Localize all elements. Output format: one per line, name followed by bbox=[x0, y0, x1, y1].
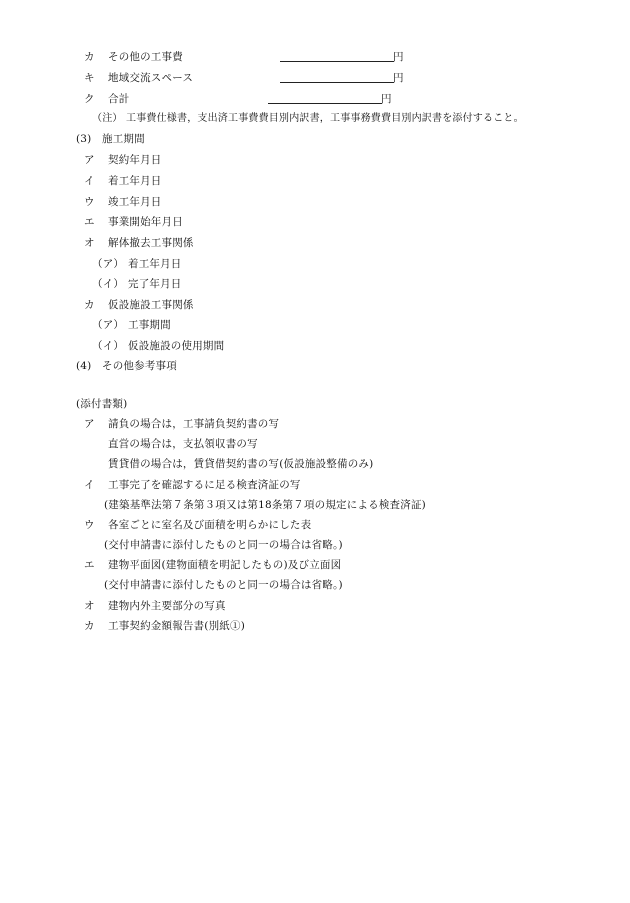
item-label: 竣工年月日 bbox=[108, 196, 162, 208]
item-marker: ク bbox=[84, 93, 95, 105]
attachment-item-inspection-line2: (建築基準法第７条第３項又は第18条第７項の規定による検査済証) bbox=[104, 499, 426, 511]
subitem-label: 工事期間 bbox=[128, 319, 171, 331]
attachment-item-floor-plan-line2: (交付申請書に添付したものと同一の場合は省略。) bbox=[104, 579, 343, 591]
amount-blank-line bbox=[268, 93, 382, 104]
item-label: 契約年月日 bbox=[108, 154, 162, 166]
item-label: 地域交流スペース bbox=[108, 72, 194, 84]
item-text: 建物平面図(建物面積を明記したもの)及び立面図 bbox=[108, 559, 342, 571]
period-item-operation-start bbox=[84, 213, 183, 231]
period-item-demolition bbox=[84, 234, 194, 252]
item-marker: エ bbox=[84, 216, 95, 228]
attachment-item-photos bbox=[84, 597, 226, 615]
item-text: 工事完了を確認するに足る検査済証の写 bbox=[108, 479, 301, 491]
item-marker: イ bbox=[84, 479, 95, 491]
attachment-item-room-table bbox=[84, 516, 311, 534]
unit-yen: 円 bbox=[381, 93, 392, 105]
item-marker: オ bbox=[84, 600, 95, 612]
period-item-temporary-facility bbox=[84, 296, 194, 314]
item-label: その他の工事費 bbox=[108, 51, 183, 63]
section-title: その他参考事項 bbox=[102, 360, 177, 372]
cost-item-other bbox=[84, 48, 183, 66]
subitem-marker: （ア） bbox=[92, 319, 125, 331]
item-label: 合計 bbox=[108, 93, 130, 105]
item-marker: ウ bbox=[84, 196, 95, 208]
amount-blank-line bbox=[280, 51, 394, 62]
item-marker: オ bbox=[84, 237, 95, 249]
item-text: 請負の場合は，工事請負契約書の写 bbox=[108, 418, 280, 430]
item-text: 建物内外主要部分の写真 bbox=[108, 600, 226, 612]
section-heading-other bbox=[76, 357, 177, 375]
subitem-label: 完了年月日 bbox=[128, 278, 182, 290]
period-item-start-date bbox=[84, 172, 162, 190]
item-marker: カ bbox=[84, 51, 95, 63]
period-subitem-demolition-end bbox=[92, 275, 182, 293]
section-marker: (3) bbox=[76, 133, 92, 145]
period-item-completion-date bbox=[84, 193, 162, 211]
attachment-item-inspection bbox=[84, 476, 301, 494]
item-marker: エ bbox=[84, 559, 95, 571]
item-marker: ア bbox=[84, 418, 95, 430]
cost-item-community-space bbox=[84, 69, 193, 87]
item-marker: ウ bbox=[84, 519, 95, 531]
period-subitem-demolition-start bbox=[92, 255, 182, 273]
unit-yen: 円 bbox=[393, 51, 404, 63]
period-item-contract-date bbox=[84, 151, 162, 169]
attachment-item-contract-line2: 直営の場合は，支払領収書の写 bbox=[108, 438, 258, 450]
section-heading-period bbox=[76, 130, 145, 148]
subitem-marker: （ア） bbox=[92, 258, 125, 270]
subitem-label: 着工年月日 bbox=[128, 258, 182, 270]
item-label: 着工年月日 bbox=[108, 175, 162, 187]
cost-item-total bbox=[84, 90, 129, 108]
item-text: 工事契約金額報告書(別紙①) bbox=[108, 620, 245, 632]
amount-blank-line bbox=[280, 72, 394, 83]
item-label: 仮設施設工事関係 bbox=[108, 299, 194, 311]
note-marker: （注） bbox=[92, 113, 123, 124]
cost-note bbox=[92, 110, 524, 128]
attachment-item-contract-line3: 賃貸借の場合は，賃貸借契約書の写(仮設施設整備のみ) bbox=[108, 458, 374, 470]
item-label: 解体撤去工事関係 bbox=[108, 237, 194, 249]
subitem-marker: （イ） bbox=[92, 340, 125, 352]
period-subitem-usage-term bbox=[92, 337, 224, 355]
note-text: 工事費仕様書，支出済工事費費目別内訳書，工事事務費費目別内訳書を添付すること。 bbox=[126, 113, 524, 124]
attachment-item-room-table-line2: (交付申請書に添付したものと同一の場合は省略。) bbox=[104, 539, 343, 551]
item-marker: ア bbox=[84, 154, 95, 166]
item-label: 事業開始年月日 bbox=[108, 216, 183, 228]
attachment-item-contract bbox=[84, 415, 279, 433]
subitem-label: 仮設施設の使用期間 bbox=[128, 340, 225, 352]
attachments-heading: (添付書類) bbox=[76, 398, 128, 410]
section-marker: (4) bbox=[76, 360, 92, 372]
attachment-item-floor-plan bbox=[84, 556, 341, 574]
section-title: 施工期間 bbox=[102, 133, 145, 145]
item-marker: イ bbox=[84, 175, 95, 187]
unit-yen: 円 bbox=[393, 72, 404, 84]
item-text: 各室ごとに室名及び面積を明らかにした表 bbox=[108, 519, 312, 531]
item-marker: キ bbox=[84, 72, 95, 84]
period-subitem-construction-term bbox=[92, 316, 171, 334]
attachment-item-contract-report bbox=[84, 617, 245, 635]
item-marker: カ bbox=[84, 299, 95, 311]
subitem-marker: （イ） bbox=[92, 278, 125, 290]
item-marker: カ bbox=[84, 620, 95, 632]
